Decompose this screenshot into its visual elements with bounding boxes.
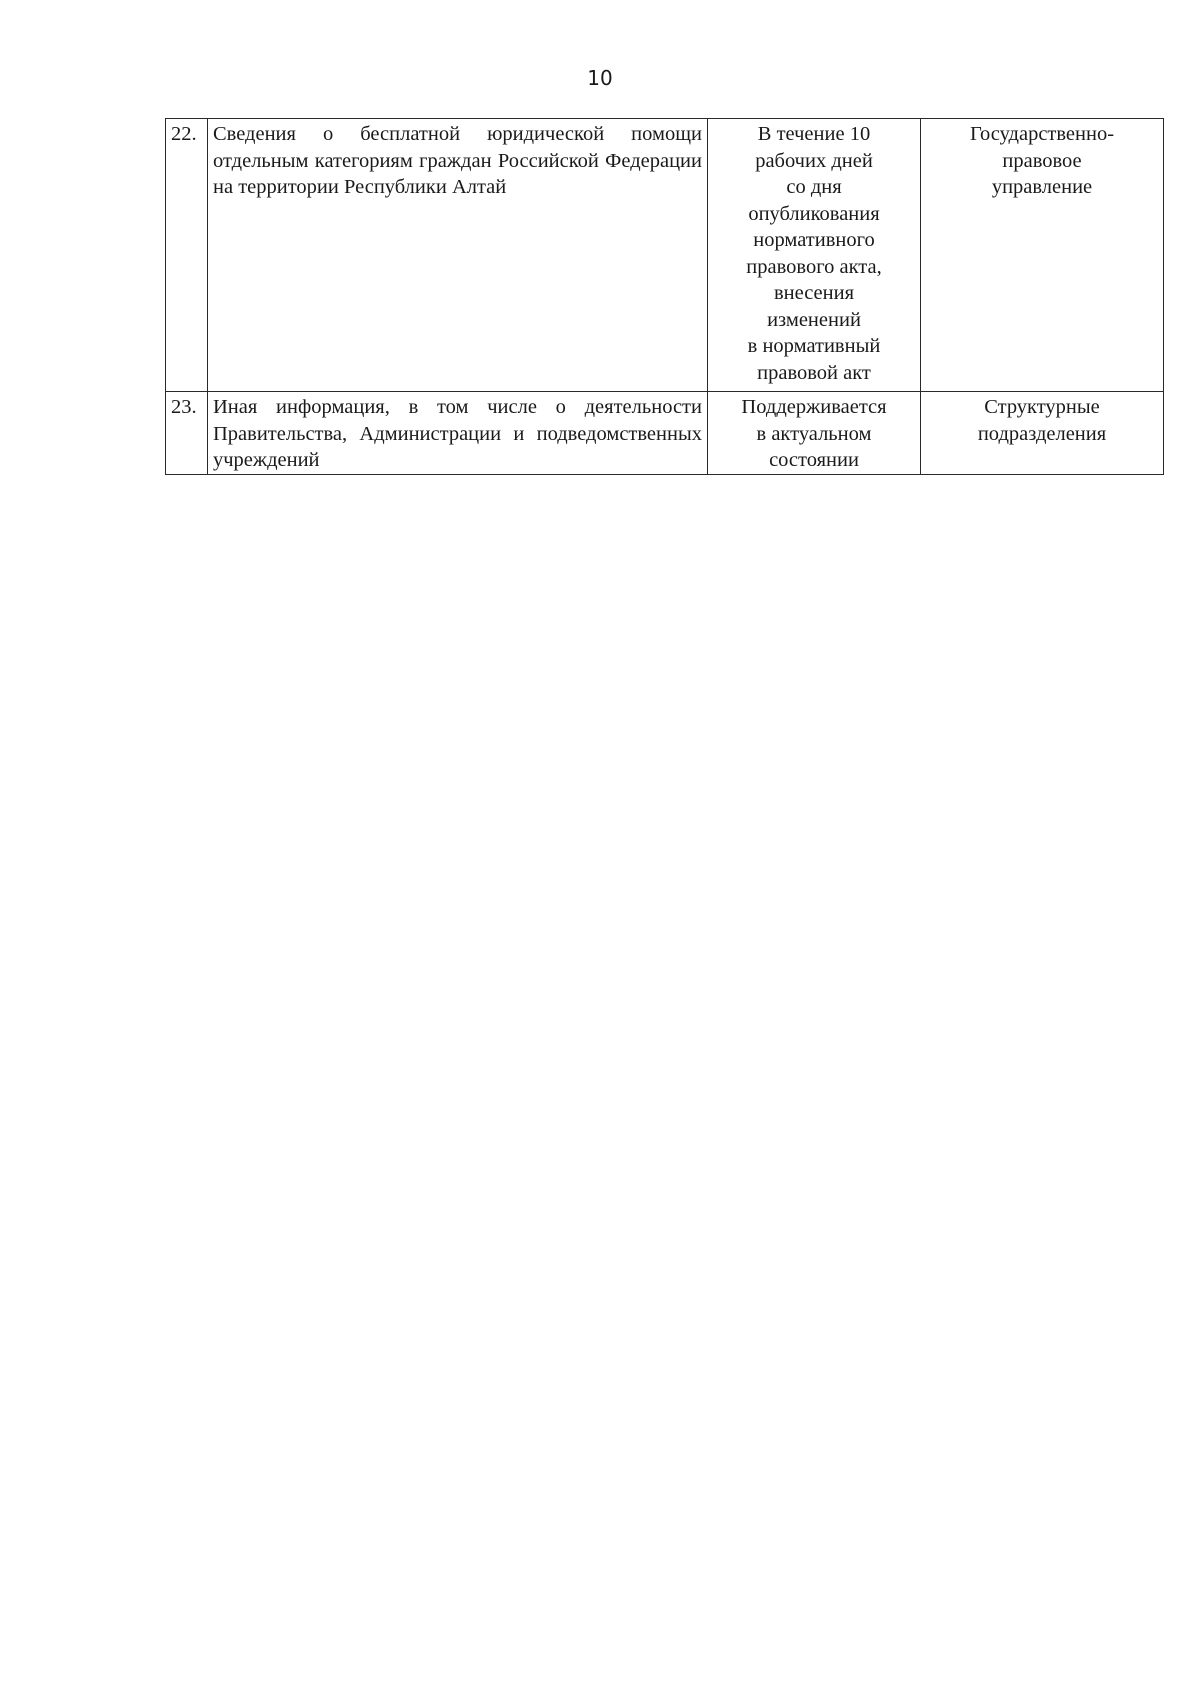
- page-number: 10: [587, 66, 613, 90]
- table-row: [166, 119, 1164, 392]
- responsible-line: правовое: [1002, 149, 1082, 172]
- term-line: в нормативный: [747, 335, 881, 357]
- row-term: [708, 119, 921, 392]
- table-row: [166, 392, 1164, 475]
- term-line: внесения: [773, 282, 855, 304]
- responsible-line: подразделения: [977, 422, 1107, 445]
- responsible-line: Государственно-: [969, 123, 1115, 145]
- term-line: правового акта,: [746, 255, 882, 278]
- term-line: опубликования: [748, 202, 880, 225]
- term-line: в актуальном: [756, 422, 872, 445]
- row-number: 23.: [166, 392, 208, 475]
- row-description: Сведения о бесплатной юридической помощи отдельным категориям граждан Российской Федерации на территории Республики Алтай: [208, 119, 708, 392]
- term-line: рабочих дней: [755, 149, 873, 172]
- row-number: 22.: [166, 119, 208, 392]
- term-line: Поддерживается: [741, 396, 887, 418]
- row-description: Иная информация, в том числе о деятельности Правительства, Администрации и подведомственных учреждений: [208, 392, 708, 475]
- info-table: [165, 118, 1164, 475]
- row-responsible: [921, 119, 1164, 392]
- term-line: нормативного: [753, 229, 875, 251]
- responsible-line: Структурные: [984, 396, 1100, 418]
- row-term: [708, 392, 921, 475]
- term-line: изменений: [767, 308, 861, 331]
- term-line: правовой акт: [757, 361, 871, 384]
- term-line: В течение 10: [757, 123, 871, 145]
- term-line: состоянии: [769, 449, 859, 471]
- responsible-line: управление: [991, 176, 1093, 198]
- term-line: со дня: [786, 176, 842, 198]
- row-responsible: [921, 392, 1164, 475]
